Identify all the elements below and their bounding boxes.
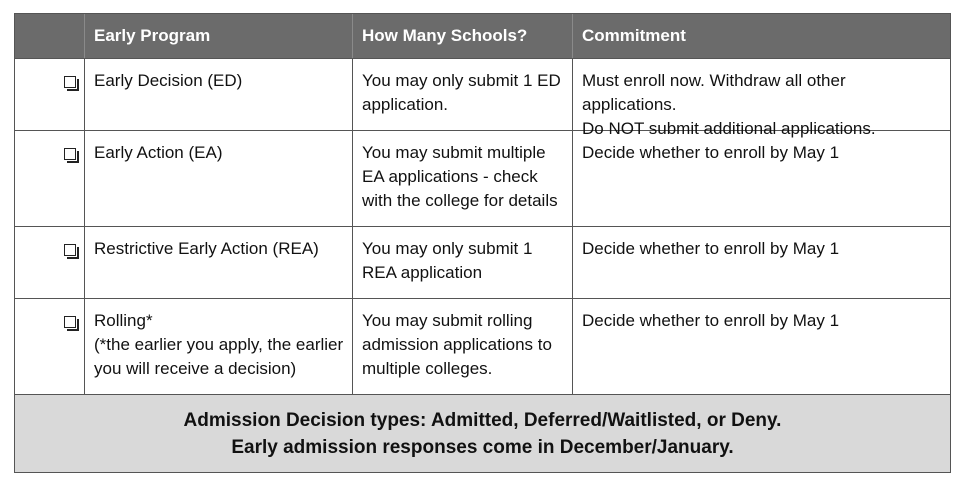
checkbox-column-header (15, 14, 85, 58)
schools-line: with the college for details (362, 191, 558, 210)
schools-line: You may only submit 1 (362, 239, 533, 258)
table-header-row (15, 14, 950, 59)
commitment-line: Do NOT submit additional applications. (582, 119, 876, 138)
program-cell (85, 227, 353, 298)
schools-cell (353, 131, 573, 226)
header-early-program: Early Program (85, 14, 353, 58)
commitment-line: Decide whether to enroll by May 1 (582, 143, 840, 162)
header-commitment: Commitment (582, 26, 686, 45)
program-cell (85, 299, 353, 394)
program-line: Early Action (EA) (94, 143, 223, 162)
schools-line: admission applications to (362, 335, 552, 354)
schools-line: You may only submit 1 ED (362, 71, 561, 90)
checkbox-icon[interactable] (64, 316, 76, 328)
checkbox-icon[interactable] (64, 148, 76, 160)
program-line: you will receive a decision) (94, 359, 297, 378)
commitment-cell (573, 59, 950, 138)
schools-line: You may submit multiple (362, 143, 546, 162)
table-row (15, 299, 950, 395)
program-cell (85, 131, 353, 226)
program-line: (*the earlier you apply, the earlier (94, 335, 344, 354)
schools-line: You may submit rolling (362, 311, 533, 330)
program-line: Rolling* (94, 311, 153, 330)
footer-line-response-timing: Early admission responses come in December/January. (231, 436, 734, 458)
schools-line: multiple colleges. (362, 359, 493, 378)
commitment-line: Decide whether to enroll by May 1 (582, 239, 840, 258)
program-cell (85, 59, 353, 130)
schools-line: EA applications - check (362, 167, 538, 186)
commitment-line: Decide whether to enroll by May 1 (582, 311, 840, 330)
checkbox-cell (15, 131, 85, 226)
program-line: Early Decision (ED) (94, 71, 243, 90)
checkbox-cell (15, 299, 85, 394)
early-program-table (14, 13, 951, 473)
footer-line-decision-types: Admission Decision types: Admitted, Deferred/Waitlisted, or Deny. (183, 409, 782, 431)
commitment-cell (573, 227, 950, 298)
schools-cell (353, 227, 573, 298)
schools-line: REA application (362, 263, 483, 282)
table-row (15, 227, 950, 299)
header-how-many-schools: How Many Schools? (353, 14, 573, 58)
commitment-line: Must enroll now. Withdraw all other applications. (582, 71, 846, 114)
checkbox-cell (15, 227, 85, 298)
program-line: Restrictive Early Action (REA) (94, 239, 319, 258)
checkbox-icon[interactable] (64, 244, 76, 256)
checkbox-icon[interactable] (64, 76, 76, 88)
schools-line: application. (362, 95, 449, 114)
checkbox-cell (15, 59, 85, 130)
table-row (15, 59, 950, 138)
schools-cell (353, 59, 573, 130)
decision-types-footer (15, 395, 950, 472)
commitment-cell (573, 299, 950, 394)
schools-cell (353, 299, 573, 394)
commitment-cell (573, 131, 950, 226)
table-row (15, 131, 950, 227)
